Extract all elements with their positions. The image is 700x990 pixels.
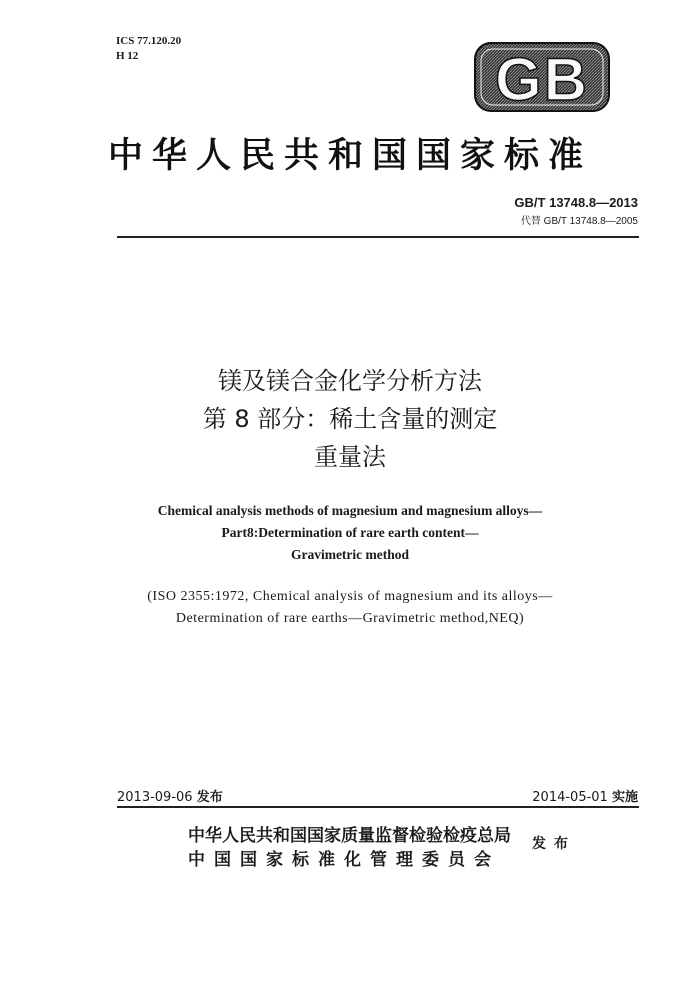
chinese-title-line-3: 重量法 <box>314 443 386 471</box>
chinese-title <box>0 362 700 476</box>
header-divider <box>117 236 639 238</box>
implement-date-row <box>532 786 638 805</box>
english-title <box>0 500 700 566</box>
iso-reference-line-1: (ISO 2355:1972, Chemical analysis of magnesium and its alloys— <box>147 589 553 604</box>
classification-codes <box>116 34 181 64</box>
issue-date-row <box>117 786 223 805</box>
publish-label: 发布 <box>532 836 576 852</box>
implement-date: 2014-05-01 <box>532 790 608 805</box>
standard-code-block <box>514 195 638 227</box>
issuer-line-1: 中华人民共和国国家质量监督检验检疫总局 <box>188 826 511 846</box>
english-title-line-3: Gravimetric method <box>290 547 410 562</box>
issue-date: 2013-09-06 <box>117 790 193 805</box>
english-title-line-2: Part8:Determination of rare earth content— <box>221 525 479 540</box>
implement-label: 实施 <box>611 790 638 805</box>
ics-code: ICS 77.120.20 <box>116 35 182 47</box>
ccs-code: H 12 <box>116 50 139 62</box>
replaces-standard: 代替 GB/T 13748.8—2005 <box>520 216 638 227</box>
standard-type-title: 中华人民共和国国家标准 <box>107 135 592 176</box>
issue-label: 发布 <box>196 790 223 805</box>
issuing-authorities <box>188 824 511 872</box>
iso-reference-line-2: Determination of rare earths—Gravimetric method,NEQ) <box>175 611 525 626</box>
issuer-line-2: 中国国家标准化管理委员会 <box>188 850 500 870</box>
chinese-title-line-1: 镁及镁合金化学分析方法 <box>218 367 482 395</box>
chinese-title-line-2: 第 8 部分：稀土含量的测定 <box>202 405 498 433</box>
english-title-line-1: Chemical analysis methods of magnesium and magnesium alloys— <box>157 503 543 518</box>
footer-divider <box>117 806 639 808</box>
iso-reference <box>0 586 700 630</box>
standard-number: GB/T 13748.8—2013 <box>514 195 638 210</box>
gb-logo <box>474 42 610 112</box>
gb-logo-text: GB <box>495 46 589 112</box>
